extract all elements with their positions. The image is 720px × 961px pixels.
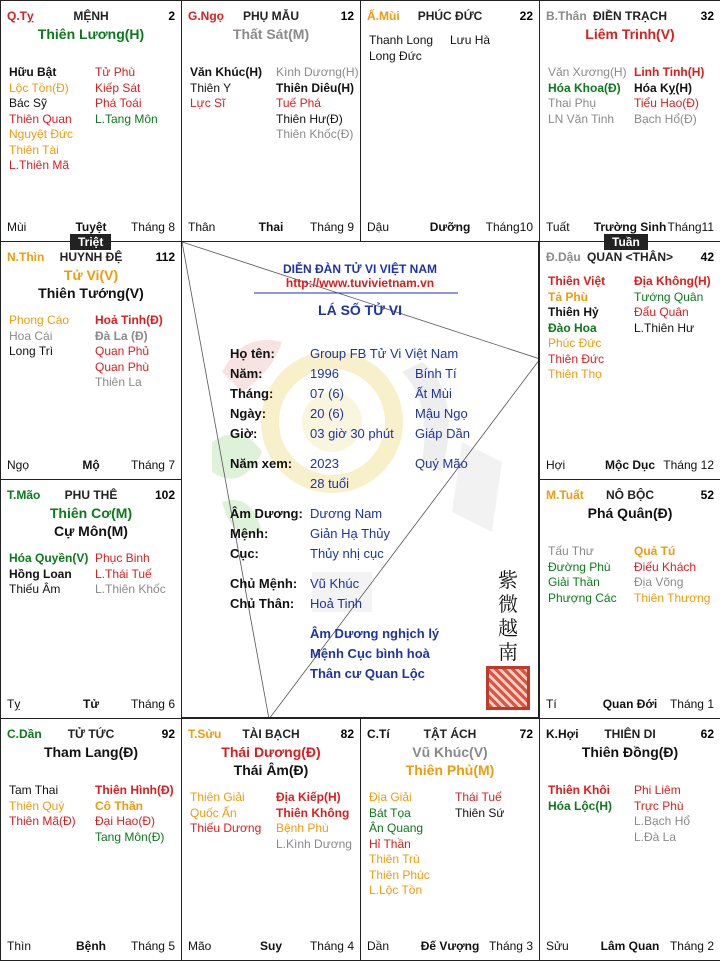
minor-star: Ân Quang <box>369 821 424 835</box>
major-stars <box>540 25 720 43</box>
minor-star: Thiên Việt <box>548 274 606 288</box>
palace-dan[interactable] <box>0 718 182 961</box>
minor-star: Lưu Hà <box>450 33 491 47</box>
minor-star: Kiếp Sát <box>95 80 141 95</box>
life-stage: Mộc Dục <box>604 458 656 472</box>
minor-star: Phượng Các <box>548 590 617 605</box>
minor-stars-right <box>95 783 174 845</box>
minor-stars-left <box>548 783 612 814</box>
minor-star: Đẩu Quân <box>634 305 689 319</box>
minor-star: Phục Binh <box>95 551 150 565</box>
minor-star: Lộc Tồn(Đ) <box>9 80 69 95</box>
minor-star: Bệnh Phù <box>276 821 329 835</box>
minor-star: Long Trì <box>9 344 54 358</box>
month-label: Tháng 5 <box>130 939 175 953</box>
minor-star: Đường Phù <box>548 559 611 574</box>
palace-number: 42 <box>700 250 714 264</box>
chart-title: LÁ SỐ TỬ VI <box>318 302 402 318</box>
info-value: Vũ Khúc <box>310 576 360 591</box>
palace-name: PHỤ MẪU <box>243 9 299 23</box>
palace-name: HUYNH ĐỆ <box>59 250 123 264</box>
info-value: 1996 <box>310 366 339 381</box>
palace-header <box>7 488 175 504</box>
month-label: Tháng 9 <box>309 220 354 234</box>
info-label: Giờ: <box>230 426 258 441</box>
minor-star: Tiểu Hao(Đ) <box>634 96 699 110</box>
major-star: Liêm Trinh(V) <box>585 26 675 42</box>
minor-star: L.Bạch Hổ <box>634 814 691 828</box>
minor-stars-left <box>548 544 617 606</box>
palace-code: K.Hợi <box>546 727 579 741</box>
palace-footer <box>7 458 175 473</box>
info-can-chi: Giáp Dần <box>415 426 470 441</box>
minor-star: L.Thái Tuế <box>95 566 152 581</box>
major-star: Phá Quân(Đ) <box>587 505 673 521</box>
branch-label: Sửu <box>546 939 569 953</box>
palace-ty[interactable] <box>0 0 182 242</box>
life-stage: Đế Vượng <box>420 939 480 953</box>
palace-than[interactable] <box>539 0 720 242</box>
minor-star: Hữu Bật <box>9 65 57 79</box>
palace-ngo[interactable] <box>181 0 361 242</box>
major-stars <box>182 743 360 779</box>
palace-header <box>546 727 714 743</box>
minor-stars-right <box>634 274 711 336</box>
minor-star: Giải Thần <box>548 575 600 589</box>
seal-character: 南 <box>498 640 518 664</box>
major-stars <box>361 743 539 779</box>
minor-star: Thiên Quan <box>9 111 72 126</box>
minor-star: Hỉ Thần <box>369 836 411 851</box>
palace-code: C.Dần <box>7 727 42 741</box>
branch-label: Tỵ <box>7 697 21 711</box>
triet-tag: Triệt <box>70 234 111 250</box>
palace-header <box>546 9 714 25</box>
minor-star: Quả Tú <box>634 544 676 558</box>
minor-star: Tử Phù <box>95 65 136 79</box>
seal-character: 微 <box>498 592 518 616</box>
minor-star: Tả Phù <box>548 289 589 304</box>
palace-number: 32 <box>700 9 714 23</box>
palace-number: 22 <box>519 9 533 23</box>
minor-star: L.Kình Dương <box>276 836 352 851</box>
minor-star: Quan Phủ <box>95 344 150 358</box>
major-stars <box>1 743 181 761</box>
branch-label: Tuất <box>546 220 570 234</box>
info-can-chi: Ất Mùi <box>415 386 452 401</box>
palace-code: G.Ngọ <box>188 9 224 23</box>
minor-star: L.Thiên Mã <box>9 158 70 172</box>
palace-name: PHÚC ĐỨC <box>417 9 483 23</box>
palace-footer <box>546 697 714 712</box>
minor-star: Địa Võng <box>634 575 684 589</box>
minor-star: Quốc Ấn <box>190 805 237 820</box>
palace-name: ĐIỀN TRẠCH <box>593 9 667 23</box>
minor-star: Thiên Mã(Đ) <box>9 814 76 828</box>
minor-star: Văn Xương(H) <box>548 65 627 79</box>
minor-star: Đại Hao(Đ) <box>95 814 156 828</box>
minor-star: Phi Liêm <box>634 783 681 797</box>
branch-label: Hợi <box>546 458 566 472</box>
minor-star: Thiên Khôi <box>548 783 610 797</box>
info-value: Group FB Tử Vi Việt Nam <box>310 346 459 361</box>
minor-star: Thiên Khốc(Đ) <box>276 127 354 141</box>
minor-star: Linh Tinh(H) <box>634 65 705 79</box>
minor-star: Phúc Đức <box>548 336 602 350</box>
summary-note: Âm Dương nghịch lý <box>310 626 440 641</box>
minor-star: LN Văn Tinh <box>548 111 615 126</box>
palace-code: Đ.Dậu <box>546 250 581 264</box>
minor-star: Thai Phụ <box>548 96 597 110</box>
major-star: Thiên Lương(H) <box>37 26 145 42</box>
palace-name: QUAN <THÂN> <box>586 250 673 264</box>
minor-stars-left <box>369 790 430 899</box>
palace-footer <box>367 939 533 954</box>
palace-footer <box>367 220 533 235</box>
palace-footer <box>7 220 175 235</box>
palace-code: Ấ.Mùi <box>367 9 400 23</box>
minor-stars-right <box>455 790 504 821</box>
minor-stars-left <box>190 790 261 837</box>
minor-stars-right <box>634 65 704 127</box>
summary-note: Mệnh Cục bình hoà <box>310 646 430 661</box>
palace-code: N.Thìn <box>7 250 45 264</box>
palace-number: 12 <box>340 9 354 23</box>
minor-stars-left <box>548 274 605 383</box>
major-star: Thái Âm(Đ) <box>233 762 309 778</box>
month-label: Tháng10 <box>485 220 533 234</box>
info-value: 03 giờ 30 phút <box>310 426 394 441</box>
branch-label: Ngọ <box>7 458 30 472</box>
info-label: Năm xem: <box>230 456 293 471</box>
minor-star: Bạch Hổ(Đ) <box>634 111 697 126</box>
minor-star: Thiên Giải <box>190 790 245 804</box>
month-label: Tháng 1 <box>669 697 714 711</box>
info-label: Ngày: <box>230 406 267 421</box>
minor-star: Địa Kiếp(H) <box>276 790 341 804</box>
minor-star: Hoa Cái <box>9 328 53 343</box>
palace-header <box>367 727 533 743</box>
palace-name: TẬT ÁCH <box>423 727 477 741</box>
palace-number: 2 <box>168 9 175 23</box>
minor-star: Thiên Đức <box>548 351 605 366</box>
minor-star: Hoả Tinh(Đ) <box>95 313 163 327</box>
palace-code: T.Sửu <box>188 727 222 741</box>
info-label: Chủ Mệnh: <box>230 576 298 591</box>
minor-star: Hóa Quyền(V) <box>9 551 89 565</box>
minor-star: Thiên La <box>95 375 142 389</box>
info-value: 28 tuổi <box>310 476 350 491</box>
major-stars <box>1 504 181 540</box>
minor-star: Cô Thần <box>95 798 143 813</box>
major-stars <box>540 504 720 522</box>
branch-label: Thìn <box>7 939 32 953</box>
minor-stars-right <box>276 65 359 143</box>
minor-star: L.Tang Môn <box>95 111 158 126</box>
minor-star: Điếu Khách <box>634 559 697 574</box>
minor-stars-left <box>9 313 69 360</box>
month-label: Tháng 8 <box>130 220 175 234</box>
minor-stars-left <box>9 551 88 598</box>
palace-name: PHU THÊ <box>64 488 118 502</box>
month-label: Tháng11 <box>667 220 714 234</box>
info-label: Tháng: <box>230 386 274 401</box>
month-label: Tháng 3 <box>488 939 533 953</box>
info-value: Giản Hạ Thủy <box>310 526 390 541</box>
minor-star: Bát Tọa <box>369 805 411 820</box>
palace-number: 52 <box>700 488 714 502</box>
major-star: Thiên Đồng(Đ) <box>581 744 679 760</box>
major-star: Thiên Cơ(M) <box>49 505 133 521</box>
palace-header <box>188 727 354 743</box>
minor-star: Quan Phù <box>95 359 150 374</box>
minor-star: Văn Khúc(H) <box>190 65 262 79</box>
major-stars <box>1 266 181 302</box>
minor-star: Địa Không(H) <box>634 274 711 288</box>
month-label: Tháng 12 <box>663 458 714 472</box>
life-stage: Thai <box>258 220 284 234</box>
info-label: Họ tên: <box>230 346 275 361</box>
palace-name: THIÊN DI <box>604 727 656 741</box>
minor-stars-left <box>548 65 627 127</box>
major-star: Thất Sát(M) <box>232 26 310 42</box>
minor-star: Đào Hoa <box>548 320 597 335</box>
palace-code: Q.Tỵ <box>7 9 34 23</box>
branch-label: Tí <box>546 697 557 711</box>
forum-name: DIỄN ĐÀN TỬ VI VIỆT NAM <box>283 262 437 276</box>
info-value: Hoả Tinh <box>310 596 363 611</box>
minor-star: Hóa Lộc(H) <box>548 798 612 813</box>
branch-label: Mùi <box>7 220 27 234</box>
life-stage: Tuyệt <box>75 220 107 234</box>
life-stage: Dưỡng <box>429 220 471 234</box>
palace-name: MỆNH <box>73 9 109 23</box>
major-stars <box>540 743 720 761</box>
palace-suu[interactable] <box>181 718 361 961</box>
red-stamp <box>486 666 530 710</box>
minor-star: Thiên Diêu(H) <box>276 80 354 95</box>
minor-star: Phá Toái <box>95 96 142 110</box>
minor-star: Nguyệt Đức <box>9 127 74 141</box>
minor-star: L.Thiên Hư <box>634 320 695 335</box>
minor-star: Thiên Không <box>276 805 350 820</box>
major-star: Cự Môn(M) <box>54 523 128 539</box>
palace-name: TÀI BẠCH <box>242 727 300 741</box>
month-label: Tháng 7 <box>130 458 175 472</box>
info-value: Dương Nam <box>310 506 383 521</box>
minor-stars-right <box>95 551 166 598</box>
seal-character: 紫 <box>498 568 518 592</box>
minor-star: Tấu Thư <box>548 544 594 558</box>
minor-star: Hồng Loan <box>9 566 72 581</box>
major-star: Thái Dương(Đ) <box>221 744 321 760</box>
minor-star: Đà La (Đ) <box>95 328 148 343</box>
minor-star: Thiên Tài <box>9 142 59 157</box>
palace-ti[interactable] <box>360 718 540 961</box>
info-label: Chủ Thân: <box>230 596 295 611</box>
life-stage: Tử <box>82 697 100 711</box>
minor-stars-right <box>276 790 352 852</box>
palace-hoi[interactable] <box>539 718 720 961</box>
palace-code: M.Tuất <box>546 488 584 502</box>
life-stage: Trường Sinh <box>593 220 667 234</box>
palace-name: TỬ TỨC <box>67 727 115 741</box>
summary-note: Thân cư Quan Lộc <box>310 666 425 681</box>
minor-star: L.Lộc Tồn <box>369 883 423 897</box>
palace-number: 72 <box>519 727 533 741</box>
minor-star: Lực Sĩ <box>190 96 226 110</box>
palace-footer <box>188 939 354 954</box>
minor-star: Bác Sỹ <box>9 96 48 110</box>
minor-star: Thiên Quý <box>9 798 65 813</box>
palace-thin[interactable] <box>0 241 182 480</box>
palace-mui[interactable] <box>360 0 540 242</box>
palace-tuat[interactable] <box>539 479 720 719</box>
palace-footer <box>546 939 714 954</box>
palace-number: 92 <box>161 727 175 741</box>
center-info-panel <box>181 241 539 718</box>
minor-star: Thiên Y <box>190 80 232 95</box>
palace-name: NÔ BỘC <box>606 488 654 502</box>
info-value: Thủy nhị cục <box>310 546 384 561</box>
minor-star: Thiên Trù <box>369 852 420 866</box>
minor-star: Tam Thai <box>9 783 59 797</box>
palace-code: T.Mão <box>7 488 41 502</box>
info-can-chi: Mậu Ngọ <box>415 406 468 421</box>
branch-label: Thân <box>188 220 216 234</box>
info-value: 2023 <box>310 456 339 471</box>
minor-star: Thiên Thọ <box>548 367 602 381</box>
minor-star: Hóa Khoa(Đ) <box>548 80 621 95</box>
minor-star: Tang Môn(Đ) <box>95 829 165 844</box>
minor-stars-left <box>369 33 433 64</box>
minor-stars-right <box>634 544 710 606</box>
minor-star: Địa Giải <box>369 790 412 804</box>
palace-header <box>367 9 533 25</box>
minor-star: Kình Dương(H) <box>276 65 359 79</box>
major-star: Vũ Khúc(V) <box>412 744 488 760</box>
info-value: 20 (6) <box>310 406 344 421</box>
minor-star: Phong Cáo <box>9 313 70 327</box>
major-stars <box>182 25 360 43</box>
palace-dau[interactable] <box>539 241 720 480</box>
palace-number: 82 <box>340 727 354 741</box>
minor-stars-right <box>634 783 690 845</box>
branch-label: Mão <box>188 939 212 953</box>
minor-stars-left <box>190 65 262 112</box>
palace-number: 62 <box>700 727 714 741</box>
palace-footer <box>188 220 354 235</box>
major-star: Thiên Tướng(V) <box>38 285 144 301</box>
month-label: Tháng 2 <box>669 939 714 953</box>
palace-number: 112 <box>155 250 175 264</box>
life-stage: Suy <box>259 939 283 953</box>
minor-stars-left <box>9 783 76 830</box>
minor-star: Thiên Hỷ <box>548 305 599 319</box>
minor-star: Thái Tuế <box>455 790 502 804</box>
month-label: Tháng 4 <box>309 939 354 953</box>
minor-star: Trực Phù <box>634 798 684 813</box>
tuan-tag: Tuần <box>604 234 648 250</box>
major-star: Tham Lang(Đ) <box>43 744 139 760</box>
minor-star: Thanh Long <box>369 33 434 47</box>
seal-character: 越 <box>498 616 518 640</box>
forum-url[interactable]: http://www.tuvivietnam.vn <box>285 276 435 290</box>
minor-star: Thiên Thương <box>634 590 711 605</box>
minor-star: Tướng Quân <box>634 289 704 304</box>
info-label: Năm: <box>230 366 263 381</box>
minor-star: L.Đà La <box>634 829 677 844</box>
info-can-chi: Quý Mão <box>415 456 468 471</box>
info-value: 07 (6) <box>310 386 344 401</box>
palace-header <box>7 250 175 266</box>
major-star: Thiên Phủ(M) <box>405 762 495 778</box>
minor-stars-right <box>95 65 158 127</box>
major-star: Tử Vi(V) <box>63 267 119 283</box>
major-stars <box>1 25 181 43</box>
minor-stars-right <box>450 33 490 49</box>
minor-star: Thiếu Âm <box>9 582 61 596</box>
minor-star: Hóa Kỵ(H) <box>634 80 693 95</box>
minor-star: Thiên Hình(Đ) <box>95 783 174 797</box>
life-stage: Bệnh <box>76 939 106 953</box>
minor-star: Thiên Phúc <box>369 867 430 882</box>
palace-number: 102 <box>154 488 175 502</box>
palace-code: C.Tí <box>367 727 390 741</box>
minor-star: Tuế Phá <box>276 96 321 110</box>
palace-code: B.Thân <box>546 9 587 23</box>
palace-footer <box>7 939 175 954</box>
minor-star: Thiên Hư(Đ) <box>276 111 343 126</box>
palace-header <box>546 488 714 504</box>
palace-footer <box>546 458 714 473</box>
info-label: Mệnh: <box>230 526 269 541</box>
info-label: Âm Dương: <box>230 506 303 521</box>
palace-header <box>188 9 354 25</box>
life-stage: Mộ <box>82 458 100 472</box>
palace-footer <box>7 697 175 712</box>
minor-star: Thiên Sứ <box>455 805 505 820</box>
branch-label: Dần <box>367 939 390 953</box>
info-label: Cục: <box>230 546 259 561</box>
palace-footer <box>546 220 714 235</box>
palace-header <box>7 9 175 25</box>
palace-header <box>7 727 175 743</box>
minor-star: L.Thiên Khốc <box>95 582 166 596</box>
life-stage: Lâm Quan <box>600 939 660 953</box>
life-stage: Quan Đới <box>602 697 658 711</box>
month-label: Tháng 6 <box>130 697 175 711</box>
info-can-chi: Bính Tí <box>415 366 457 381</box>
branch-label: Dậu <box>367 220 390 234</box>
palace-header <box>546 250 714 266</box>
minor-star: Long Đức <box>369 48 422 63</box>
minor-stars-left <box>9 65 73 174</box>
minor-star: Thiếu Dương <box>190 821 262 835</box>
palace-mao[interactable] <box>0 479 182 719</box>
minor-stars-right <box>95 313 163 391</box>
